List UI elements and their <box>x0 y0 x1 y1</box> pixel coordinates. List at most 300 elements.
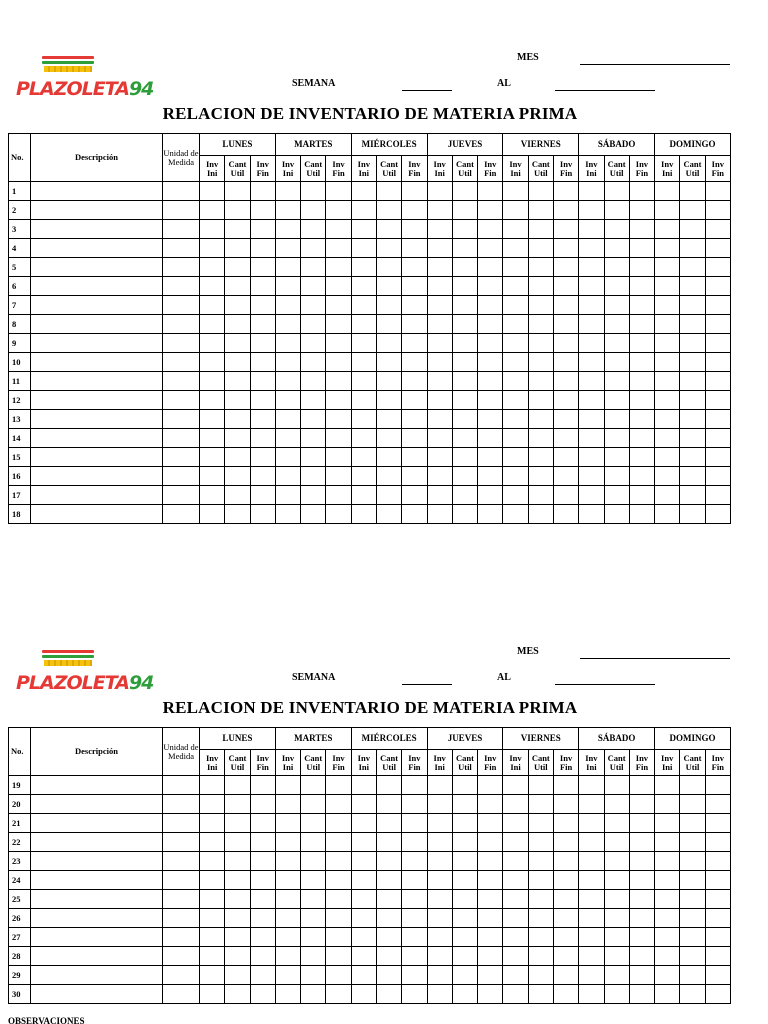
quantity-cell[interactable] <box>655 890 680 909</box>
quantity-cell[interactable] <box>604 467 629 486</box>
quantity-cell[interactable] <box>427 353 452 372</box>
quantity-cell[interactable] <box>503 795 528 814</box>
quantity-cell[interactable] <box>402 871 427 890</box>
quantity-cell[interactable] <box>225 239 250 258</box>
quantity-cell[interactable] <box>301 334 326 353</box>
quantity-cell[interactable] <box>604 814 629 833</box>
quantity-cell[interactable] <box>604 852 629 871</box>
quantity-cell[interactable] <box>579 486 604 505</box>
quantity-cell[interactable] <box>629 372 654 391</box>
description-cell[interactable] <box>31 467 163 486</box>
quantity-cell[interactable] <box>376 182 401 201</box>
quantity-cell[interactable] <box>478 833 503 852</box>
quantity-cell[interactable] <box>275 372 300 391</box>
quantity-cell[interactable] <box>528 410 553 429</box>
quantity-cell[interactable] <box>200 239 225 258</box>
quantity-cell[interactable] <box>452 258 477 277</box>
quantity-cell[interactable] <box>351 277 376 296</box>
quantity-cell[interactable] <box>655 429 680 448</box>
quantity-cell[interactable] <box>326 258 351 277</box>
quantity-cell[interactable] <box>705 201 730 220</box>
quantity-cell[interactable] <box>376 871 401 890</box>
quantity-cell[interactable] <box>402 505 427 524</box>
quantity-cell[interactable] <box>680 890 705 909</box>
quantity-cell[interactable] <box>326 833 351 852</box>
unit-cell[interactable] <box>163 391 200 410</box>
quantity-cell[interactable] <box>655 372 680 391</box>
quantity-cell[interactable] <box>579 410 604 429</box>
quantity-cell[interactable] <box>705 429 730 448</box>
quantity-cell[interactable] <box>579 966 604 985</box>
quantity-cell[interactable] <box>301 833 326 852</box>
quantity-cell[interactable] <box>326 467 351 486</box>
quantity-cell[interactable] <box>351 372 376 391</box>
quantity-cell[interactable] <box>553 909 578 928</box>
quantity-cell[interactable] <box>200 833 225 852</box>
quantity-cell[interactable] <box>680 852 705 871</box>
quantity-cell[interactable] <box>200 776 225 795</box>
quantity-cell[interactable] <box>275 315 300 334</box>
quantity-cell[interactable] <box>553 467 578 486</box>
quantity-cell[interactable] <box>351 985 376 1004</box>
quantity-cell[interactable] <box>402 201 427 220</box>
quantity-cell[interactable] <box>553 182 578 201</box>
quantity-cell[interactable] <box>402 909 427 928</box>
quantity-cell[interactable] <box>275 239 300 258</box>
quantity-cell[interactable] <box>427 966 452 985</box>
quantity-cell[interactable] <box>528 909 553 928</box>
quantity-cell[interactable] <box>579 833 604 852</box>
unit-cell[interactable] <box>163 985 200 1004</box>
quantity-cell[interactable] <box>326 277 351 296</box>
quantity-cell[interactable] <box>402 928 427 947</box>
quantity-cell[interactable] <box>629 315 654 334</box>
quantity-cell[interactable] <box>275 871 300 890</box>
quantity-cell[interactable] <box>705 334 730 353</box>
quantity-cell[interactable] <box>655 795 680 814</box>
quantity-cell[interactable] <box>553 315 578 334</box>
quantity-cell[interactable] <box>200 947 225 966</box>
quantity-cell[interactable] <box>275 467 300 486</box>
quantity-cell[interactable] <box>579 467 604 486</box>
quantity-cell[interactable] <box>655 315 680 334</box>
quantity-cell[interactable] <box>629 890 654 909</box>
quantity-cell[interactable] <box>553 334 578 353</box>
quantity-cell[interactable] <box>478 201 503 220</box>
quantity-cell[interactable] <box>705 410 730 429</box>
quantity-cell[interactable] <box>200 505 225 524</box>
description-cell[interactable] <box>31 334 163 353</box>
quantity-cell[interactable] <box>376 315 401 334</box>
quantity-cell[interactable] <box>427 277 452 296</box>
quantity-cell[interactable] <box>553 890 578 909</box>
quantity-cell[interactable] <box>705 795 730 814</box>
quantity-cell[interactable] <box>250 296 275 315</box>
quantity-cell[interactable] <box>503 505 528 524</box>
quantity-cell[interactable] <box>528 852 553 871</box>
quantity-cell[interactable] <box>528 776 553 795</box>
quantity-cell[interactable] <box>301 871 326 890</box>
quantity-cell[interactable] <box>680 776 705 795</box>
quantity-cell[interactable] <box>629 776 654 795</box>
quantity-cell[interactable] <box>275 448 300 467</box>
quantity-cell[interactable] <box>478 947 503 966</box>
quantity-cell[interactable] <box>705 315 730 334</box>
quantity-cell[interactable] <box>225 928 250 947</box>
quantity-cell[interactable] <box>427 909 452 928</box>
quantity-cell[interactable] <box>225 833 250 852</box>
quantity-cell[interactable] <box>326 947 351 966</box>
quantity-cell[interactable] <box>528 814 553 833</box>
unit-cell[interactable] <box>163 795 200 814</box>
quantity-cell[interactable] <box>528 966 553 985</box>
quantity-cell[interactable] <box>579 334 604 353</box>
quantity-cell[interactable] <box>275 814 300 833</box>
quantity-cell[interactable] <box>655 505 680 524</box>
quantity-cell[interactable] <box>427 372 452 391</box>
quantity-cell[interactable] <box>301 296 326 315</box>
quantity-cell[interactable] <box>326 239 351 258</box>
quantity-cell[interactable] <box>452 277 477 296</box>
quantity-cell[interactable] <box>579 776 604 795</box>
quantity-cell[interactable] <box>452 486 477 505</box>
quantity-cell[interactable] <box>402 985 427 1004</box>
unit-cell[interactable] <box>163 239 200 258</box>
quantity-cell[interactable] <box>376 966 401 985</box>
quantity-cell[interactable] <box>250 486 275 505</box>
quantity-cell[interactable] <box>275 985 300 1004</box>
quantity-cell[interactable] <box>629 410 654 429</box>
quantity-cell[interactable] <box>200 795 225 814</box>
description-cell[interactable] <box>31 277 163 296</box>
quantity-cell[interactable] <box>478 467 503 486</box>
quantity-cell[interactable] <box>604 201 629 220</box>
quantity-cell[interactable] <box>604 795 629 814</box>
quantity-cell[interactable] <box>528 391 553 410</box>
quantity-cell[interactable] <box>326 486 351 505</box>
quantity-cell[interactable] <box>604 966 629 985</box>
quantity-cell[interactable] <box>427 947 452 966</box>
quantity-cell[interactable] <box>225 353 250 372</box>
quantity-cell[interactable] <box>250 467 275 486</box>
quantity-cell[interactable] <box>705 833 730 852</box>
quantity-cell[interactable] <box>225 296 250 315</box>
unit-cell[interactable] <box>163 353 200 372</box>
quantity-cell[interactable] <box>553 985 578 1004</box>
quantity-cell[interactable] <box>604 890 629 909</box>
quantity-cell[interactable] <box>200 315 225 334</box>
quantity-cell[interactable] <box>326 353 351 372</box>
quantity-cell[interactable] <box>427 410 452 429</box>
quantity-cell[interactable] <box>427 505 452 524</box>
quantity-cell[interactable] <box>225 429 250 448</box>
quantity-cell[interactable] <box>655 182 680 201</box>
quantity-cell[interactable] <box>250 239 275 258</box>
quantity-cell[interactable] <box>503 182 528 201</box>
quantity-cell[interactable] <box>579 985 604 1004</box>
quantity-cell[interactable] <box>579 372 604 391</box>
quantity-cell[interactable] <box>553 833 578 852</box>
quantity-cell[interactable] <box>579 391 604 410</box>
quantity-cell[interactable] <box>604 372 629 391</box>
quantity-cell[interactable] <box>604 410 629 429</box>
quantity-cell[interactable] <box>402 296 427 315</box>
description-cell[interactable] <box>31 871 163 890</box>
quantity-cell[interactable] <box>301 966 326 985</box>
quantity-cell[interactable] <box>351 239 376 258</box>
quantity-cell[interactable] <box>225 410 250 429</box>
quantity-cell[interactable] <box>452 372 477 391</box>
quantity-cell[interactable] <box>326 334 351 353</box>
description-cell[interactable] <box>31 852 163 871</box>
semana-field[interactable] <box>402 684 452 685</box>
quantity-cell[interactable] <box>528 220 553 239</box>
quantity-cell[interactable] <box>528 201 553 220</box>
quantity-cell[interactable] <box>275 334 300 353</box>
quantity-cell[interactable] <box>225 966 250 985</box>
quantity-cell[interactable] <box>528 985 553 1004</box>
quantity-cell[interactable] <box>351 296 376 315</box>
quantity-cell[interactable] <box>705 814 730 833</box>
quantity-cell[interactable] <box>250 182 275 201</box>
quantity-cell[interactable] <box>275 182 300 201</box>
quantity-cell[interactable] <box>351 220 376 239</box>
quantity-cell[interactable] <box>705 296 730 315</box>
quantity-cell[interactable] <box>326 201 351 220</box>
quantity-cell[interactable] <box>680 966 705 985</box>
quantity-cell[interactable] <box>427 334 452 353</box>
quantity-cell[interactable] <box>655 220 680 239</box>
description-cell[interactable] <box>31 448 163 467</box>
quantity-cell[interactable] <box>326 296 351 315</box>
quantity-cell[interactable] <box>351 795 376 814</box>
quantity-cell[interactable] <box>503 315 528 334</box>
quantity-cell[interactable] <box>528 947 553 966</box>
quantity-cell[interactable] <box>351 410 376 429</box>
unit-cell[interactable] <box>163 871 200 890</box>
unit-cell[interactable] <box>163 890 200 909</box>
quantity-cell[interactable] <box>225 795 250 814</box>
quantity-cell[interactable] <box>579 947 604 966</box>
quantity-cell[interactable] <box>655 928 680 947</box>
quantity-cell[interactable] <box>326 410 351 429</box>
quantity-cell[interactable] <box>402 795 427 814</box>
quantity-cell[interactable] <box>301 776 326 795</box>
quantity-cell[interactable] <box>301 795 326 814</box>
unit-cell[interactable] <box>163 486 200 505</box>
quantity-cell[interactable] <box>553 947 578 966</box>
quantity-cell[interactable] <box>705 220 730 239</box>
quantity-cell[interactable] <box>452 182 477 201</box>
quantity-cell[interactable] <box>604 505 629 524</box>
quantity-cell[interactable] <box>680 277 705 296</box>
unit-cell[interactable] <box>163 220 200 239</box>
quantity-cell[interactable] <box>275 429 300 448</box>
quantity-cell[interactable] <box>250 353 275 372</box>
quantity-cell[interactable] <box>427 220 452 239</box>
quantity-cell[interactable] <box>326 391 351 410</box>
quantity-cell[interactable] <box>528 296 553 315</box>
quantity-cell[interactable] <box>629 928 654 947</box>
quantity-cell[interactable] <box>705 505 730 524</box>
quantity-cell[interactable] <box>478 795 503 814</box>
quantity-cell[interactable] <box>680 201 705 220</box>
quantity-cell[interactable] <box>680 814 705 833</box>
quantity-cell[interactable] <box>655 296 680 315</box>
quantity-cell[interactable] <box>604 277 629 296</box>
quantity-cell[interactable] <box>452 966 477 985</box>
quantity-cell[interactable] <box>503 334 528 353</box>
quantity-cell[interactable] <box>301 448 326 467</box>
quantity-cell[interactable] <box>402 391 427 410</box>
quantity-cell[interactable] <box>528 372 553 391</box>
quantity-cell[interactable] <box>655 467 680 486</box>
quantity-cell[interactable] <box>528 928 553 947</box>
quantity-cell[interactable] <box>402 258 427 277</box>
quantity-cell[interactable] <box>275 296 300 315</box>
quantity-cell[interactable] <box>301 277 326 296</box>
mes-field[interactable] <box>580 64 730 65</box>
quantity-cell[interactable] <box>402 486 427 505</box>
quantity-cell[interactable] <box>402 448 427 467</box>
quantity-cell[interactable] <box>680 258 705 277</box>
quantity-cell[interactable] <box>604 353 629 372</box>
quantity-cell[interactable] <box>225 277 250 296</box>
quantity-cell[interactable] <box>301 239 326 258</box>
quantity-cell[interactable] <box>402 220 427 239</box>
quantity-cell[interactable] <box>351 182 376 201</box>
quantity-cell[interactable] <box>376 296 401 315</box>
quantity-cell[interactable] <box>604 296 629 315</box>
quantity-cell[interactable] <box>225 486 250 505</box>
quantity-cell[interactable] <box>275 776 300 795</box>
quantity-cell[interactable] <box>553 486 578 505</box>
quantity-cell[interactable] <box>655 852 680 871</box>
quantity-cell[interactable] <box>452 947 477 966</box>
quantity-cell[interactable] <box>528 833 553 852</box>
quantity-cell[interactable] <box>200 909 225 928</box>
quantity-cell[interactable] <box>604 486 629 505</box>
quantity-cell[interactable] <box>705 239 730 258</box>
quantity-cell[interactable] <box>250 334 275 353</box>
unit-cell[interactable] <box>163 928 200 947</box>
quantity-cell[interactable] <box>452 814 477 833</box>
quantity-cell[interactable] <box>503 429 528 448</box>
quantity-cell[interactable] <box>250 220 275 239</box>
quantity-cell[interactable] <box>579 505 604 524</box>
quantity-cell[interactable] <box>402 315 427 334</box>
quantity-cell[interactable] <box>680 467 705 486</box>
quantity-cell[interactable] <box>528 871 553 890</box>
quantity-cell[interactable] <box>705 448 730 467</box>
quantity-cell[interactable] <box>579 182 604 201</box>
quantity-cell[interactable] <box>351 201 376 220</box>
quantity-cell[interactable] <box>250 391 275 410</box>
quantity-cell[interactable] <box>225 182 250 201</box>
quantity-cell[interactable] <box>604 258 629 277</box>
quantity-cell[interactable] <box>553 448 578 467</box>
quantity-cell[interactable] <box>326 429 351 448</box>
quantity-cell[interactable] <box>528 334 553 353</box>
quantity-cell[interactable] <box>200 852 225 871</box>
quantity-cell[interactable] <box>402 429 427 448</box>
quantity-cell[interactable] <box>705 258 730 277</box>
quantity-cell[interactable] <box>376 947 401 966</box>
unit-cell[interactable] <box>163 909 200 928</box>
quantity-cell[interactable] <box>301 852 326 871</box>
quantity-cell[interactable] <box>503 467 528 486</box>
quantity-cell[interactable] <box>225 258 250 277</box>
quantity-cell[interactable] <box>427 486 452 505</box>
quantity-cell[interactable] <box>326 220 351 239</box>
quantity-cell[interactable] <box>680 833 705 852</box>
quantity-cell[interactable] <box>629 795 654 814</box>
quantity-cell[interactable] <box>680 239 705 258</box>
quantity-cell[interactable] <box>452 448 477 467</box>
quantity-cell[interactable] <box>579 277 604 296</box>
quantity-cell[interactable] <box>250 909 275 928</box>
quantity-cell[interactable] <box>301 890 326 909</box>
quantity-cell[interactable] <box>604 334 629 353</box>
quantity-cell[interactable] <box>250 985 275 1004</box>
description-cell[interactable] <box>31 486 163 505</box>
unit-cell[interactable] <box>163 277 200 296</box>
quantity-cell[interactable] <box>553 429 578 448</box>
quantity-cell[interactable] <box>629 985 654 1004</box>
quantity-cell[interactable] <box>503 220 528 239</box>
quantity-cell[interactable] <box>250 814 275 833</box>
quantity-cell[interactable] <box>376 505 401 524</box>
quantity-cell[interactable] <box>200 182 225 201</box>
quantity-cell[interactable] <box>376 239 401 258</box>
description-cell[interactable] <box>31 201 163 220</box>
quantity-cell[interactable] <box>427 315 452 334</box>
quantity-cell[interactable] <box>250 890 275 909</box>
quantity-cell[interactable] <box>655 947 680 966</box>
quantity-cell[interactable] <box>528 239 553 258</box>
quantity-cell[interactable] <box>705 391 730 410</box>
quantity-cell[interactable] <box>250 966 275 985</box>
quantity-cell[interactable] <box>427 182 452 201</box>
quantity-cell[interactable] <box>579 220 604 239</box>
quantity-cell[interactable] <box>680 391 705 410</box>
description-cell[interactable] <box>31 353 163 372</box>
quantity-cell[interactable] <box>553 795 578 814</box>
quantity-cell[interactable] <box>579 353 604 372</box>
quantity-cell[interactable] <box>225 505 250 524</box>
quantity-cell[interactable] <box>478 814 503 833</box>
quantity-cell[interactable] <box>326 814 351 833</box>
quantity-cell[interactable] <box>200 928 225 947</box>
al-field[interactable] <box>555 684 655 685</box>
quantity-cell[interactable] <box>478 239 503 258</box>
quantity-cell[interactable] <box>376 334 401 353</box>
quantity-cell[interactable] <box>553 353 578 372</box>
quantity-cell[interactable] <box>200 467 225 486</box>
quantity-cell[interactable] <box>478 277 503 296</box>
description-cell[interactable] <box>31 391 163 410</box>
quantity-cell[interactable] <box>200 258 225 277</box>
quantity-cell[interactable] <box>553 852 578 871</box>
quantity-cell[interactable] <box>200 486 225 505</box>
quantity-cell[interactable] <box>503 928 528 947</box>
quantity-cell[interactable] <box>376 372 401 391</box>
quantity-cell[interactable] <box>351 814 376 833</box>
quantity-cell[interactable] <box>553 814 578 833</box>
quantity-cell[interactable] <box>579 909 604 928</box>
quantity-cell[interactable] <box>225 852 250 871</box>
quantity-cell[interactable] <box>553 871 578 890</box>
